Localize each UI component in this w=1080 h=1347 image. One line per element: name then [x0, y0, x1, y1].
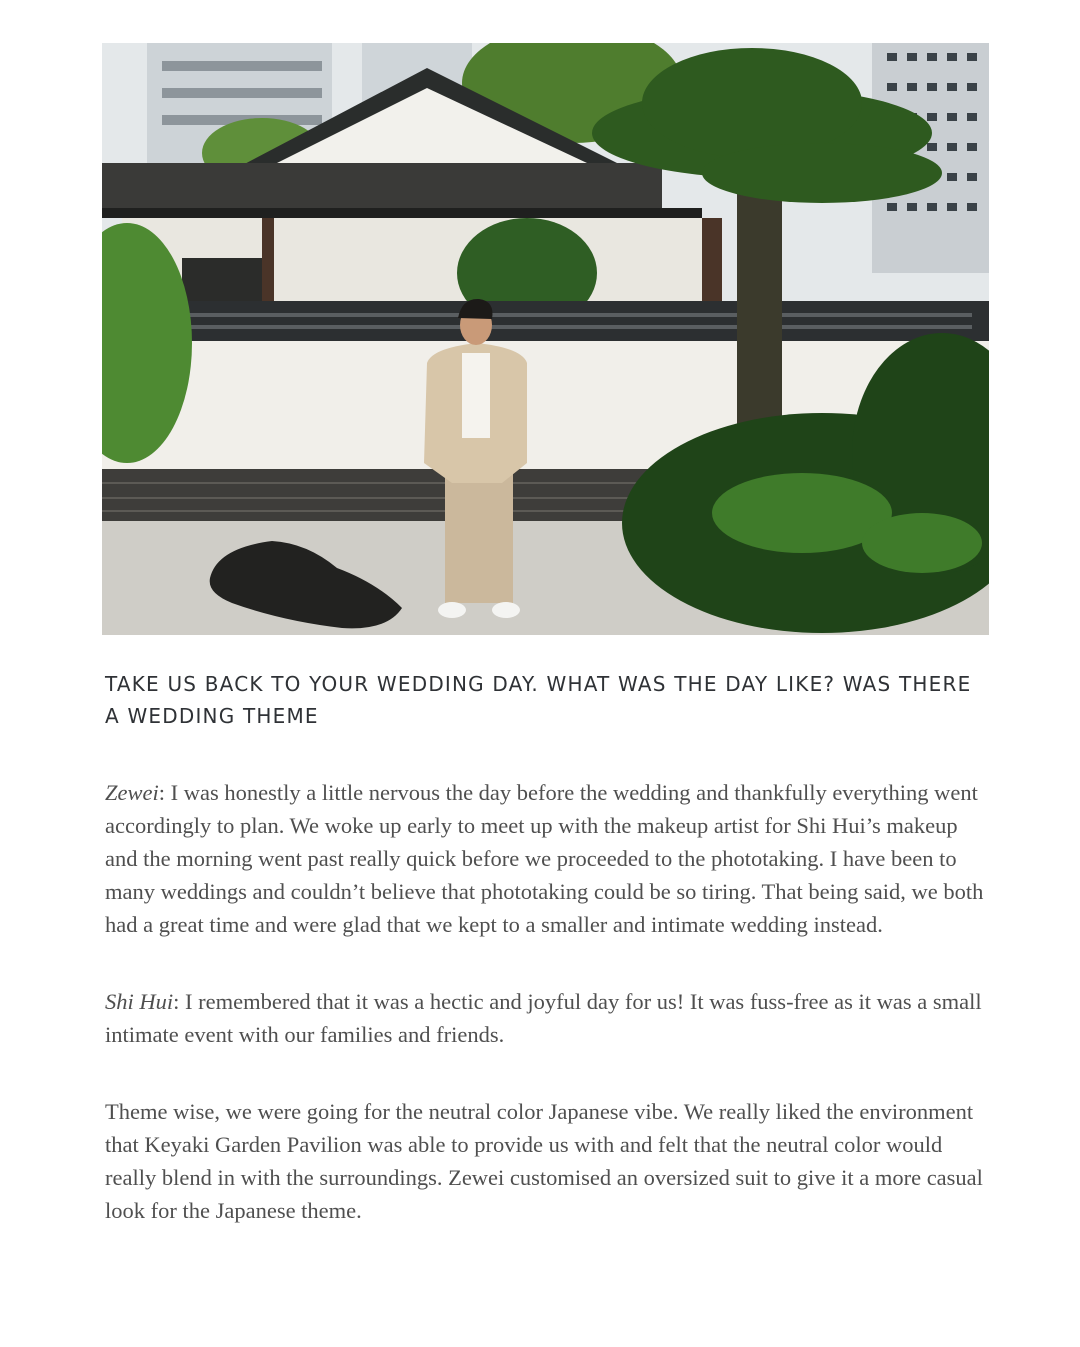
article-body — [105, 668, 990, 1271]
speaker-name: Shi Hui — [105, 989, 174, 1014]
answer-text: : I remembered that it was a hectic and joyful day for us! It was fuss-free as it was a small intimate event with our families and friends. — [105, 989, 982, 1047]
answer-shi-hui — [105, 985, 990, 1051]
hero-photo — [102, 43, 989, 635]
answer-zewei — [105, 776, 990, 941]
speaker-name: Zewei — [105, 780, 159, 805]
answer-text: : I was honestly a little nervous the day before the wedding and thankfully everything went accordingly to plan. We woke up early to meet up with the makeup artist for Shi Hui’s makeup and the morning went past really quick before we proceeded to the phototaking. I have been to many weddings and couldn’t believe that phototaking could be so tiring. That being said, we both had a great time and were glad that we kept to a smaller and intimate wedding instead. — [105, 780, 984, 937]
theme-paragraph: Theme wise, we were going for the neutral color Japanese vibe. We really liked the environment that Keyaki Garden Pavilion was able to provide us with and felt that the neutral color would really blend in with the surroundings. Zewei customised an oversized suit to give it a more casual look for the Japanese theme. — [105, 1099, 983, 1223]
question-heading: TAKE US BACK TO YOUR WEDDING DAY. WHAT WAS THE DAY LIKE? WAS THERE A WEDDING THEME — [105, 672, 972, 728]
